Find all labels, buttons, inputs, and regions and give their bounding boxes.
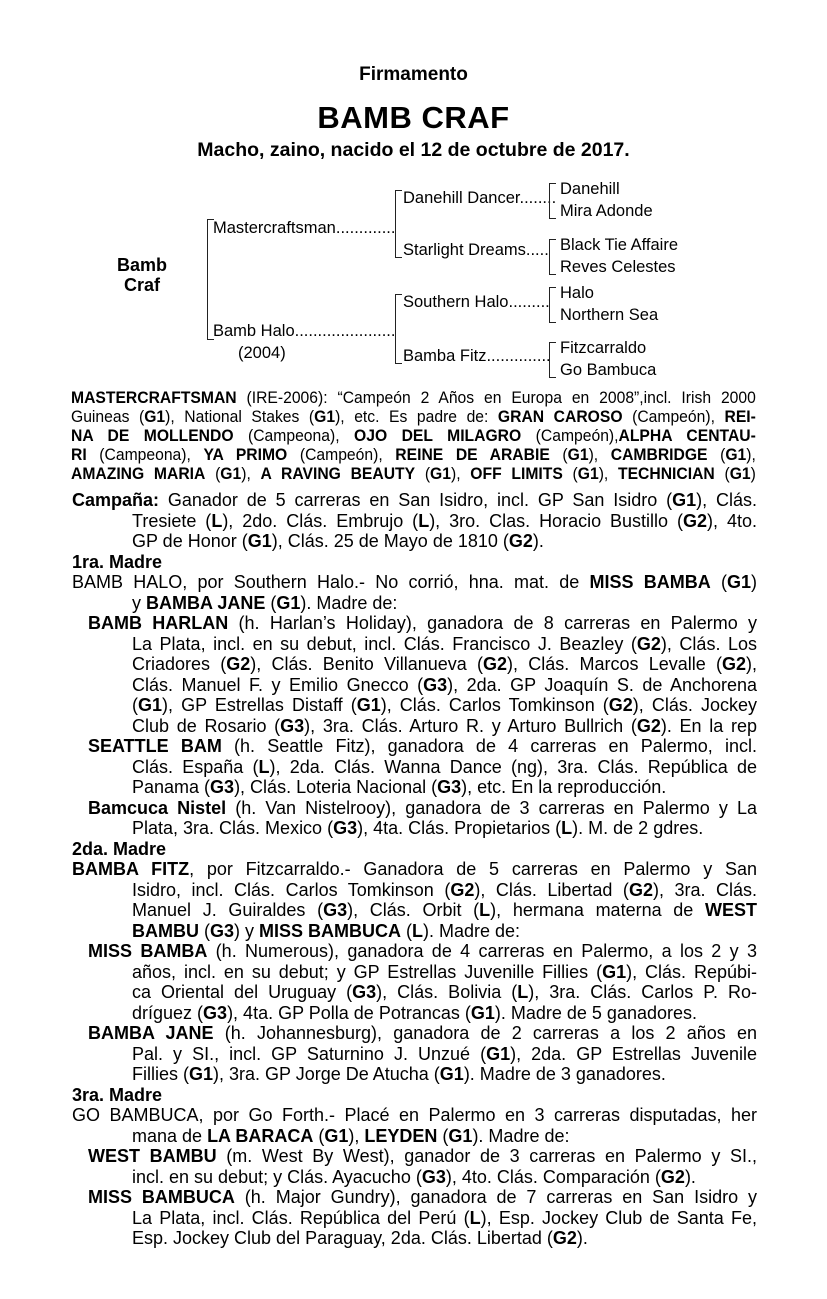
text-line: Fillies (G1), 3ra. GP Jorge De Atucha (G1). Madre de 3 ganadores. <box>132 1064 666 1084</box>
text-line: Bamcuca Nistel (h. Van Nistelrooy), ganadora de 3 carreras en Palermo y La <box>88 797 757 818</box>
text-line: SEATTLE BAM (h. Seattle Fitz), ganadora de 4 carreras en Palermo, incl. <box>88 736 757 756</box>
bamcuca-nistel-paragraph <box>72 798 757 839</box>
text-line: Isidro, incl. Clás. Carlos Tomkinson (G2), Clás. Libertad (G2), 3ra. Clás. <box>132 879 757 900</box>
pedigree-tree <box>0 175 827 387</box>
bamb-halo-paragraph <box>72 572 757 613</box>
bamb-harlan-paragraph <box>72 613 757 736</box>
tree-dam-year: (2004) <box>238 344 286 362</box>
text-line: Clás. España (L), 2da. Clás. Wanna Dance (ng), 3ra. Clás. República de <box>132 756 757 777</box>
text-line: 3ra. Madre <box>72 1084 163 1105</box>
horse-name: BAMB CRAF <box>317 100 510 135</box>
bamba-jane-paragraph <box>72 1023 757 1085</box>
tree-paternal-granddam: Starlight Dreams..... <box>403 241 549 259</box>
gen2-bracket-sire <box>395 190 402 258</box>
heading-1ra-madre <box>72 552 757 573</box>
tree-maternal-grandsire: Southern Halo......... <box>403 293 550 311</box>
text-line: Plata, 3ra. Clás. Mexico (G3), 4ta. Clás. Propietarios (L). M. de 2 gdres. <box>132 818 704 838</box>
text-line: Club de Rosario (G3), 3ra. Clás. Arturo R. y Arturo Bullrich (G2). En la rep <box>132 715 757 736</box>
tree-sire: Mastercraftsman............. <box>213 219 396 237</box>
text-line: La Plata, incl. en su debut, incl. Clás. Francisco J. Beazley (G2), Clás. Los <box>132 633 757 654</box>
gen3-bracket-3 <box>549 287 556 323</box>
west-bambu-paragraph <box>72 1146 757 1187</box>
text-line: La Plata, incl. Clás. República del Perú (L), Esp. Jockey Club de Santa Fe, <box>132 1207 757 1228</box>
text-line: MISS BAMBUCA (h. Major Gundry), ganadora de 7 carreras en San Isidro y <box>88 1187 757 1207</box>
horse-description: Macho, zaino, nacido el 12 de octubre de 2017. <box>197 139 630 161</box>
tree-great-grandparent-2: Mira Adonde <box>560 202 653 220</box>
text-line: GO BAMBUCA, por Go Forth.- Placé en Palermo en 3 carreras disputadas, her <box>72 1105 757 1125</box>
tree-great-grandparent-3: Black Tie Affaire <box>560 236 679 254</box>
text-line: BAMBU (G3) y MISS BAMBUCA (L). Madre de: <box>132 920 521 941</box>
tree-subject <box>104 255 180 295</box>
text-line: Panama (G3), Clás. Loteria Nacional (G3), etc. En la reproducción. <box>132 777 667 797</box>
gen2-bracket-dam <box>395 294 402 364</box>
text-line: ca Oriental del Uruguay (G3), Clás. Bolivia (L), 3ra. Clás. Carlos P. Ro- <box>132 982 757 1002</box>
text-line: AMAZING MARIA (G1), A RAVING BEAUTY (G1), OFF LIMITS (G1), TECHNICIAN (G1) <box>71 464 756 483</box>
text-line: Manuel J. Guiraldes (G3), Clás. Orbit (L), hermana materna de WEST <box>132 900 757 920</box>
text-line: RI (Campeona), YA PRIMO (Campeón), REINE DE ARABIE (G1), CAMBRIDGE (G1), <box>71 445 756 464</box>
text-line: dríguez (G3), 4ta. GP Polla de Potrancas (G1). Madre de 5 ganadores. <box>132 1002 697 1023</box>
tree-great-grandparent-7: Fitzcarraldo <box>560 339 647 357</box>
farm-name: Firmamento <box>359 64 468 85</box>
sire-summary <box>71 388 756 483</box>
tree-subject-line1: Bamb <box>116 255 167 275</box>
bamba-fitz-paragraph <box>72 859 757 941</box>
text-line: MISS BAMBA (h. Numerous), ganadora de 4 carreras en Palermo, a los 2 y 3 <box>88 941 757 961</box>
text-line: BAMBA FITZ, por Fitzcarraldo.- Ganadora de 5 carreras en Palermo y San <box>72 859 757 879</box>
go-bambuca-paragraph <box>72 1105 757 1146</box>
sire-summary-paragraph <box>71 388 756 483</box>
tree-great-grandparent-1: Danehill <box>560 180 620 198</box>
text-line: NA DE MOLLENDO (Campeona), OJO DEL MILAGRO (Campeón),ALPHA CENTAU- <box>71 426 756 445</box>
text-line: BAMBA JANE (h. Johannesburg), ganadora de 2 carreras a los 2 años en <box>88 1023 757 1043</box>
seattle-bam-paragraph <box>72 736 757 798</box>
gen3-bracket-4 <box>549 342 556 378</box>
gen3-bracket-2 <box>549 239 556 275</box>
text-line: Tresiete (L), 2do. Clás. Embrujo (L), 3ro. Clas. Horacio Bustillo (G2), 4to. <box>132 510 757 531</box>
tree-great-grandparent-5: Halo <box>560 284 594 302</box>
text-line: Criadores (G2), Clás. Benito Villanueva (G2), Clás. Marcos Levalle (G2), <box>132 654 757 674</box>
text-line: 1ra. Madre <box>72 551 163 572</box>
gen3-bracket-1 <box>549 183 556 219</box>
tree-dam: Bamb Halo...................... <box>213 322 396 340</box>
tree-great-grandparent-8: Go Bambuca <box>560 361 657 379</box>
text-line: BAMB HARLAN (h. Harlan’s Holiday), ganadora de 8 carreras en Palermo y <box>88 613 757 633</box>
text-line: MASTERCRAFTSMAN (IRE-2006): “Campeón 2 Años en Europa en 2008”,incl. Irish 2000 <box>71 388 756 407</box>
heading-2da-madre <box>72 839 757 860</box>
text-line: mana de LA BARACA (G1), LEYDEN (G1). Madre de: <box>132 1125 570 1146</box>
text-line: GP de Honor (G1), Clás. 25 de Mayo de 1810 (G2). <box>132 531 544 551</box>
tree-subject-line2: Craf <box>123 275 160 295</box>
tree-great-grandparent-6: Northern Sea <box>560 306 659 324</box>
text-line: años, incl. en su debut; y GP Estrellas Juvenille Fillies (G1), Clás. Repúbi- <box>132 961 757 982</box>
pedigree-details <box>72 490 757 1249</box>
tree-maternal-granddam: Bamba Fitz.............. <box>403 347 551 365</box>
heading-3ra-madre <box>72 1085 757 1106</box>
text-line: WEST BAMBU (m. West By West), ganador de 3 carreras en Palermo y SI., <box>88 1146 757 1166</box>
text-line: Clás. Manuel F. y Emilio Gnecco (G3), 2da. GP Joaquín S. de Anchorena <box>132 674 757 695</box>
text-line: BAMB HALO, por Southern Halo.- No corrió, hna. mat. de MISS BAMBA (G1) <box>72 572 757 592</box>
miss-bambuca-paragraph <box>72 1187 757 1249</box>
tree-great-grandparent-4: Reves Celestes <box>560 258 676 276</box>
miss-bamba-paragraph <box>72 941 757 1023</box>
tree-paternal-grandsire: Danehill Dancer........ <box>403 189 557 207</box>
text-line: y BAMBA JANE (G1). Madre de: <box>132 592 398 613</box>
text-line: 2da. Madre <box>72 838 167 859</box>
text-line: (G1), GP Estrellas Distaff (G1), Clás. Carlos Tomkinson (G2), Clás. Jockey <box>132 695 757 715</box>
text-line: Pal. y SI., incl. GP Saturnino J. Unzué (G1), 2da. GP Estrellas Juvenile <box>132 1043 757 1064</box>
text-line: Esp. Jockey Club del Paraguay, 2da. Clás. Libertad (G2). <box>132 1228 588 1248</box>
text-line: incl. en su debut; y Clás. Ayacucho (G3), 4to. Clás. Comparación (G2). <box>132 1166 696 1187</box>
campana-paragraph <box>72 490 757 552</box>
text-line: Campaña: Ganador de 5 carreras en San Isidro, incl. GP San Isidro (G1), Clás. <box>72 490 757 510</box>
text-line: Guineas (G1), National Stakes (G1), etc. Es padre de: GRAN CAROSO (Campeón), REI- <box>71 407 756 426</box>
